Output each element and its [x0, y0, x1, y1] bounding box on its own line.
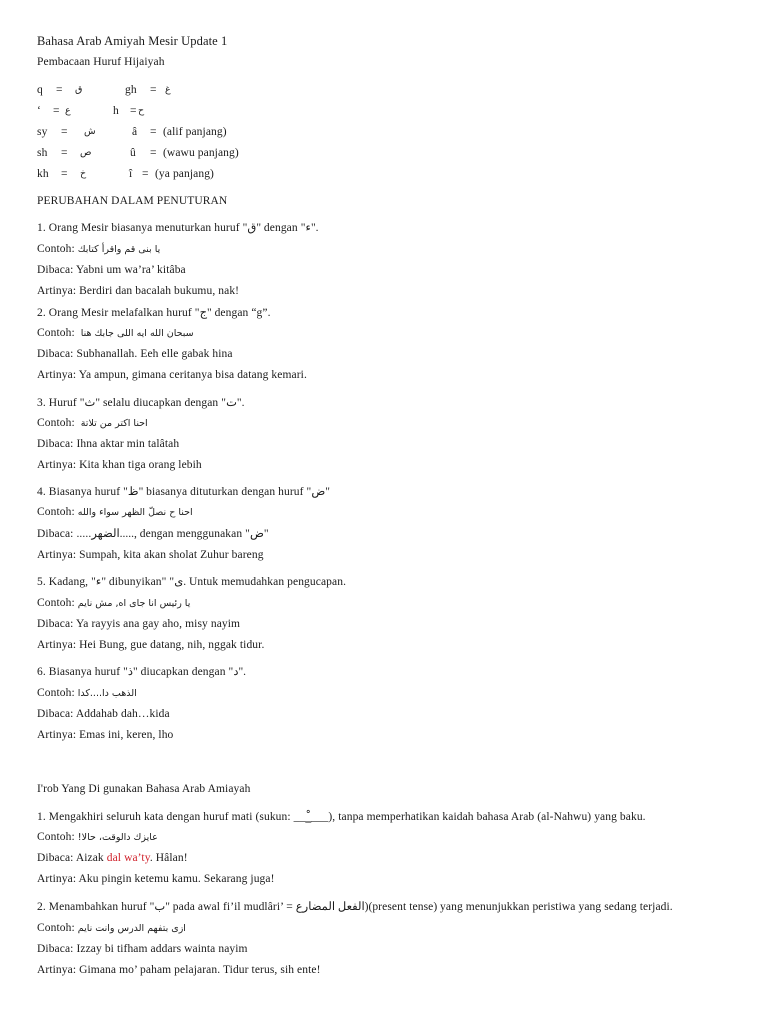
rule-6-contoh: Contoh: الذهب دا....كدا: [37, 687, 137, 699]
rule-4-heading: 4. Biasanya huruf "ظ" biasanya dituturkan dengan huruf "ض": [37, 486, 330, 498]
irob-2-contoh: Contoh: ازى بتفهم الدرس وانت نايم: [37, 922, 186, 934]
section-heading-irob: I'rob Yang Di gunakan Bahasa Arab Amiayah: [37, 783, 251, 795]
rule-3-heading: 3. Huruf "ث" selalu diucapkan dengan "ت".: [37, 397, 245, 409]
irob-2-heading: 2. Menambahkan huruf "ب" pada awal fi’il mudlâri’ = الفعل المضارع)(present tense) yang menunjukkan peristiwa yang sedang terjadi.: [37, 901, 673, 913]
rule-2-dibaca: Dibaca: Subhanallah. Eeh elle gabak hina: [37, 348, 233, 360]
rule-5-heading: 5. Kadang, "ء" dibunyikan" "ى. Untuk memudahkan pengucapan.: [37, 576, 347, 588]
irob-2-artinya: Artinya: Gimana mo’ paham pelajaran. Tidur terus, sih ente!: [37, 964, 321, 976]
rule-3-contoh: Contoh: احنا اكتر من تلاتة: [37, 417, 148, 429]
rule-1-contoh: Contoh: يا بنى قم واقرأ كتابك: [37, 243, 161, 255]
rule-2-contoh: Contoh: سبحان الله ايه اللى جابك هنا: [37, 327, 194, 339]
irob-1-heading: 1. Mengakhiri seluruh kata dengan huruf mati (sukun: ___ْ___), tanpa memperhatikan kaidah bahasa Arab (al-Nahwu) yang baku.: [37, 811, 646, 823]
irob-1-dibaca: Dibaca: Aizak dal wa’ty. Hâlan!: [37, 852, 188, 864]
rule-6-heading: 6. Biasanya huruf "ذ" diucapkan dengan "د".: [37, 666, 247, 678]
document-title: Bahasa Arab Amiyah Mesir Update 1: [37, 34, 228, 48]
highlighted-phrase: dal wa’ty: [106, 852, 150, 864]
rule-6-dibaca: Dibaca: Addahab dah…kida: [37, 708, 170, 720]
section-heading-perubahan: PERUBAHAN DALAM PENUTURAN: [37, 195, 228, 207]
rule-3-dibaca: Dibaca: Ihna aktar min talâtah: [37, 438, 180, 450]
rule-6-artinya: Artinya: Emas ini, keren, lho: [37, 729, 174, 741]
rule-1-heading: 1. Orang Mesir biasanya menuturkan huruf "ق" dengan "ء".: [37, 222, 319, 234]
rule-2-artinya: Artinya: Ya ampun, gimana ceritanya bisa datang kemari.: [37, 369, 307, 381]
irob-2-dibaca: Dibaca: Izzay bi tifham addars wainta nayim: [37, 943, 248, 955]
rule-5-dibaca: Dibaca: Ya rayyis ana gay aho, misy nayim: [37, 618, 241, 630]
rule-4-contoh: Contoh: احنا ح نصلّ الظهر سواء والله: [37, 506, 193, 518]
rule-3-artinya: Artinya: Kita khan tiga orang lebih: [37, 459, 202, 471]
rule-5-artinya: Artinya: Hei Bung, gue datang, nih, nggak tidur.: [37, 639, 265, 651]
rule-1-artinya: Artinya: Berdiri dan bacalah bukumu, nak!: [37, 285, 240, 297]
irob-1-contoh: Contoh: !عايزك دالوقت، حالا: [37, 831, 158, 843]
rule-2-heading: 2. Orang Mesir melafalkan huruf "ج" dengan “g”.: [37, 307, 271, 319]
irob-1-artinya: Artinya: Aku pingin ketemu kamu. Sekarang juga!: [37, 873, 275, 885]
rule-4-dibaca: Dibaca: .....الضهر....., dengan menggunakan "ض": [37, 528, 269, 540]
rule-4-artinya: Artinya: Sumpah, kita akan sholat Zuhur bareng: [37, 549, 264, 561]
rule-1-dibaca: Dibaca: Yabni um wa’ra’ kitâba: [37, 264, 186, 276]
subtitle: Pembacaan Huruf Hijaiyah: [37, 56, 165, 68]
rule-5-contoh: Contoh: يا رئيس انا جاى اه, مش نايم: [37, 597, 191, 609]
